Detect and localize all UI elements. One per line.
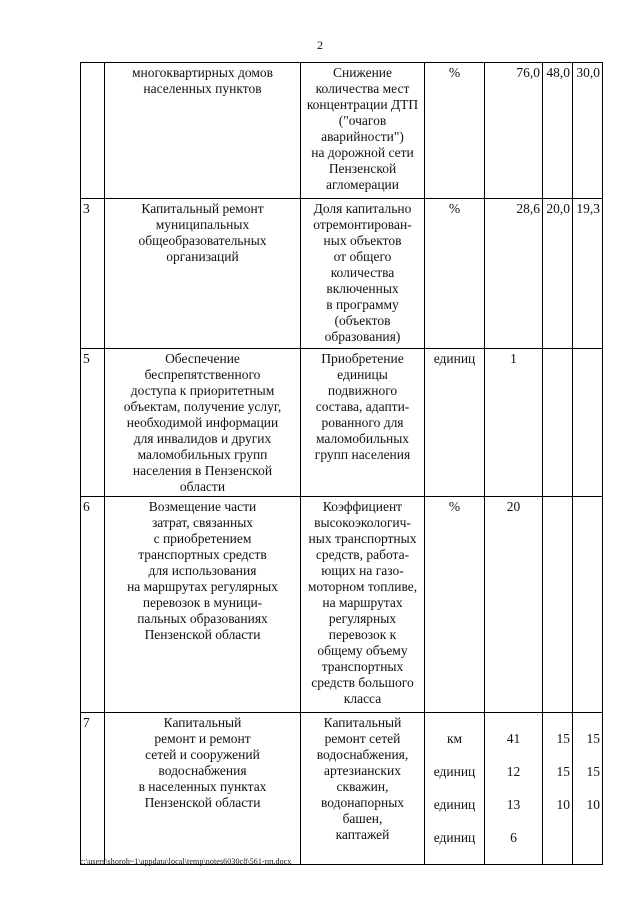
table-row — [81, 349, 603, 497]
row-number: 7 — [81, 713, 105, 865]
indicator-text: Капитальный ремонт сетей водоснабжения, артезианских скважин, водонапорных башен, каптажей — [316, 715, 409, 842]
value-year-2: 10 — [556, 797, 570, 812]
unit-cell: % — [425, 199, 485, 349]
page-number: 2 — [317, 38, 323, 52]
value-year-1: 12 — [506, 764, 521, 779]
table-row — [81, 497, 603, 713]
unit-cell: единиц — [425, 349, 485, 497]
measure-text: Возмещение части затрат, связанных с приобретением транспортных средств для использования на маршрутах регулярных перевозок в муници- пальных образованиях Пензенской области — [127, 499, 278, 642]
value-year-2: 48,0 — [543, 63, 573, 199]
value-year-3 — [575, 830, 600, 863]
unit-cell: % — [425, 63, 485, 199]
value-year-3: 15 — [586, 731, 600, 746]
value-year-3: 30,0 — [573, 63, 603, 199]
value-year-1: 76,0 — [485, 63, 543, 199]
value-year-1: 20 — [485, 497, 543, 713]
unit-cell: % — [425, 497, 485, 713]
measure-text: Капитальный ремонт муниципальных общеобразовательных организаций — [138, 201, 267, 264]
value-year-2 — [543, 349, 573, 497]
row-number: 3 — [81, 199, 105, 349]
value-year-1: 6 — [510, 830, 517, 845]
table-row — [81, 713, 603, 865]
measure-text: Обеспечение беспрепятственного доступа к приоритетным объектам, получение услуг, необходимой информации для инвалидов и других маломобильных групп населения в Пензенской области — [123, 351, 282, 494]
value-year-3 — [573, 497, 603, 713]
indicator-text: Доля капитально отремонтирован- ных объектов от общего количества включенных в программу (объектов образования) — [313, 201, 412, 344]
value-year-1: 1 — [485, 349, 543, 497]
unit-cell: единиц — [433, 764, 476, 779]
value-year-3: 10 — [586, 797, 600, 812]
value-year-2 — [543, 497, 573, 713]
row-number: 5 — [81, 349, 105, 497]
table-row — [81, 63, 603, 199]
value-year-3: 15 — [586, 764, 600, 779]
file-path-footer: c:\users\shoroh~1\appdata\local\temp\notes6030c8\561-пп.docx — [80, 857, 292, 866]
unit-cell: единиц — [433, 797, 476, 812]
value-year-1: 28,6 — [485, 199, 543, 349]
indicator-text: Приобретение единицы подвижного состава, адапти- рованного для маломобильных групп населения — [314, 351, 411, 462]
value-year-2 — [545, 830, 570, 863]
row-number — [81, 63, 105, 199]
row-number: 6 — [81, 497, 105, 713]
value-year-2: 15 — [556, 764, 570, 779]
indicators-table — [80, 62, 603, 865]
indicator-text: Коэффициент высокоэкологич- ных транспортных средств, работа- ющих на газо- моторном топливе, на маршрутах регулярных перевозок к общему объему транспортных средств большого класса — [307, 499, 418, 706]
measure-text: многоквартирных домов населенных пунктов — [131, 65, 274, 96]
value-year-2: 15 — [556, 731, 570, 746]
table-row — [81, 199, 603, 349]
value-year-3: 19,3 — [573, 199, 603, 349]
value-year-1: 41 — [506, 731, 521, 746]
value-year-1: 13 — [506, 797, 521, 812]
value-year-3 — [573, 349, 603, 497]
value-year-2: 20,0 — [543, 199, 573, 349]
unit-cell: единиц — [433, 830, 476, 845]
indicator-text: Снижение количества мест концентрации ДТП ("очагов аварийности") на дорожной сети Пензенской агломерации — [306, 65, 419, 192]
unit-cell: км — [446, 731, 463, 746]
measure-text: Капитальный ремонт и ремонт сетей и сооружений водоснабжения в населенных пунктах Пензенской области — [138, 715, 267, 810]
